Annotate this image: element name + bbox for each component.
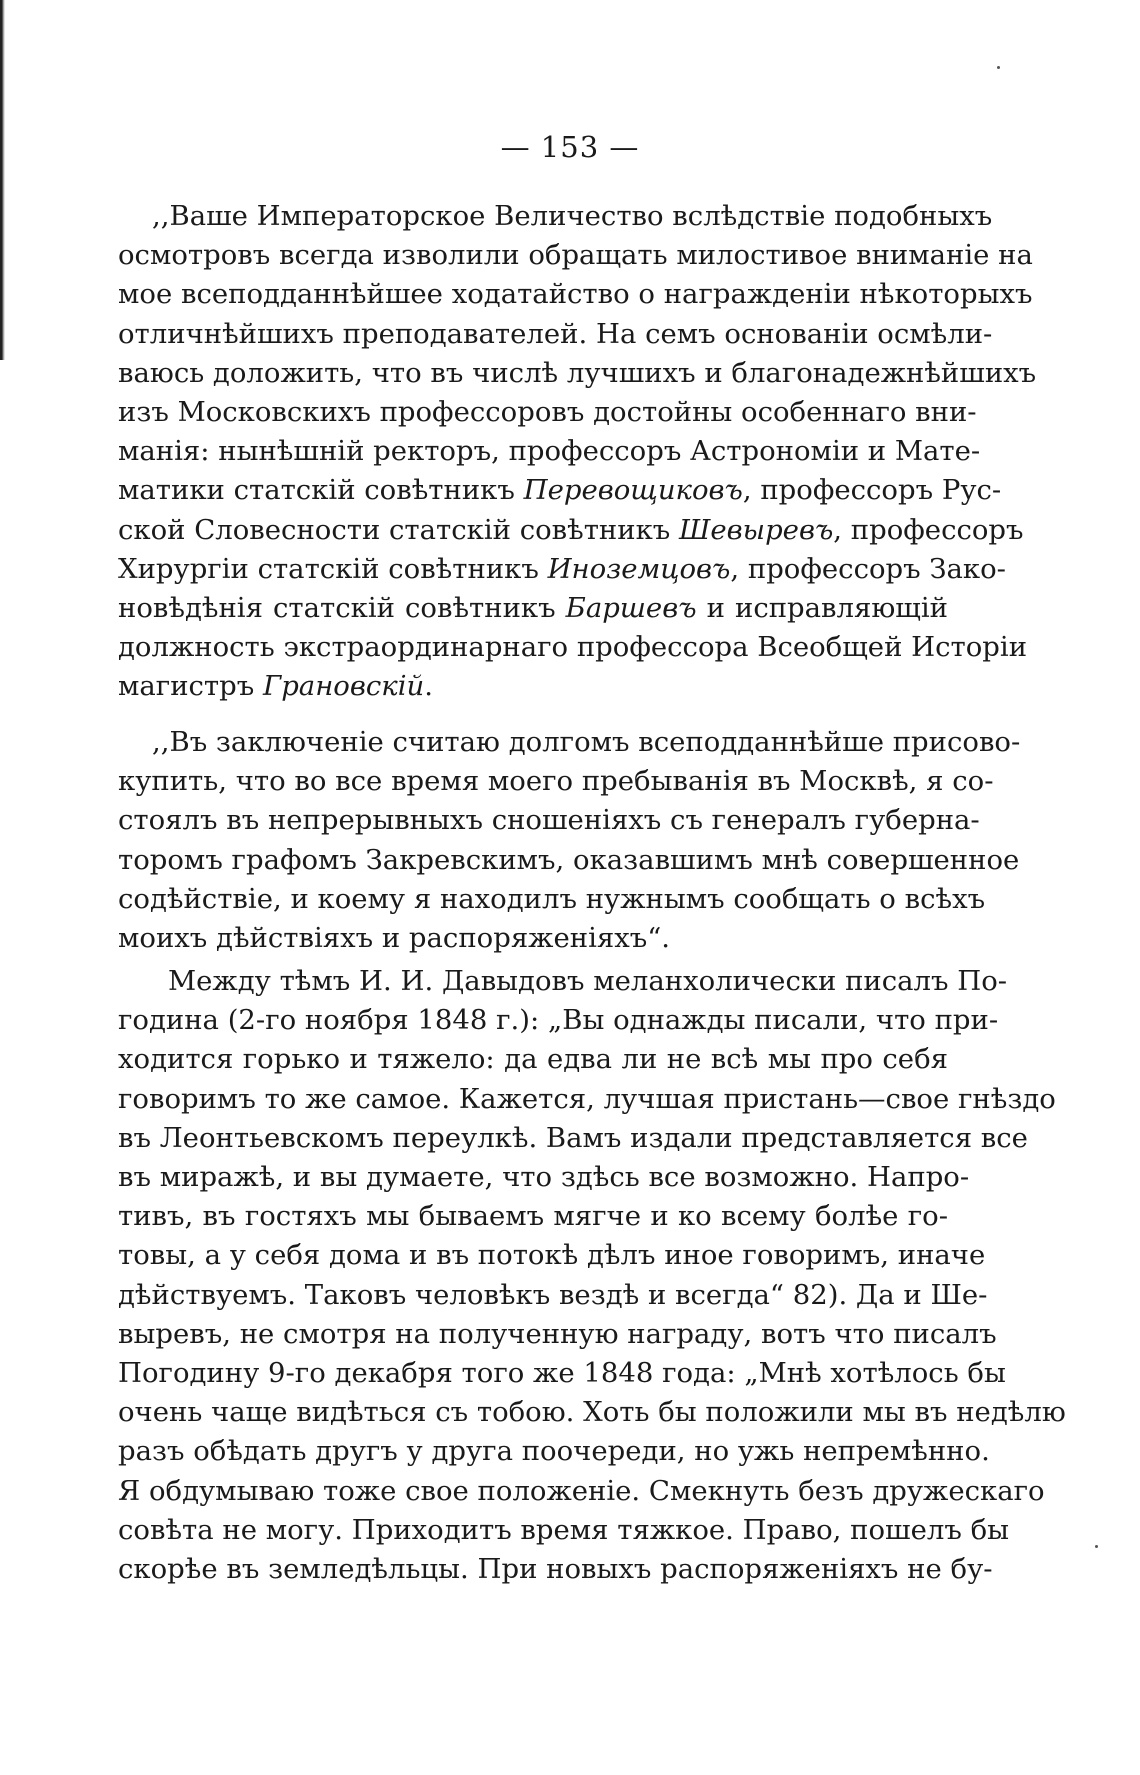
text-line [118,511,1024,550]
paragraph-narrative [118,962,1066,1589]
text-line: должность экстраординарнаго профессора Всеобщей Исторіи [118,631,1028,664]
text-line: година (2-го ноября 1848 г.): „Вы однажды писали, что при- [118,1004,999,1037]
text-run: Хирургіи статскій совѣтникъ [118,552,548,585]
person-name: Баршевъ [565,592,697,625]
text-line: мое всеподданнѣйшее ходатайство о награжденіи нѣкоторыхъ [118,278,1033,311]
text-run: , профессоръ Зако- [730,552,1006,585]
text-run: новѣдѣнія статскій совѣтникъ [118,592,566,625]
text-line: Погодину 9-го декабря того же 1848 года: „Мнѣ хотѣлось бы [118,1357,1006,1390]
text-line [118,589,948,628]
text-line [118,471,1002,510]
text-line: стоялъ въ непрерывныхъ сношеніяхъ съ генералъ губерна- [118,804,980,837]
scan-edge-mark [0,0,5,360]
text-line: отличнѣйшихъ преподавателей. На семъ основаніи осмѣли- [118,317,993,350]
text-run: , профессоръ Рус- [742,474,1002,507]
person-name: Грановскій [262,670,425,703]
text-line: ,,Въ заключеніе считаю долгомъ всеподданнѣйше присово- [152,726,1021,758]
scan-speck [1095,1545,1098,1548]
text-line: скорѣе въ земледѣльцы. При новыхъ распоряженіяхъ не бу- [118,1553,993,1586]
text-line: очень чаще видѣться съ тобою. Хоть бы положили мы въ недѣлю [118,1396,1066,1429]
text-run: магистръ [118,670,263,703]
person-name: Иноземцовъ [547,552,731,585]
text-line: моихъ дѣйствіяхъ и распоряженіяхъ“. [118,922,671,955]
text-line: Я обдумываю тоже свое положеніе. Смекнуть безъ дружескаго [118,1474,1045,1507]
text-run: . [424,670,433,703]
text-line: купить, что во все время моего пребыванія въ Москвѣ, я со- [118,765,994,798]
person-name: Перевощиковъ [523,474,743,507]
text-line: содѣйствіе, и коему я находилъ нужнымъ сообщать о всѣхъ [118,882,986,915]
text-line: выревъ, не смотря на полученную награду, вотъ что писалъ [118,1317,997,1350]
text-line: Между тѣмъ И. И. Давыдовъ меланхолически писалъ По- [168,965,1008,997]
text-line: ваюсь доложить, что въ числѣ лучшихъ и благонадежнѣйшихъ [118,356,1037,389]
person-name: Шевыревъ [679,513,834,546]
text-line: тивъ, въ гостяхъ мы бываемъ мягче и ко всему болѣе го- [118,1200,948,1233]
text-line: говоримъ то же самое. Кажется, лучшая пристань—свое гнѣздо [118,1082,1056,1115]
paragraph-report-2 [118,723,1021,958]
text-line: осмотровъ всегда изволили обращать милостивое вниманіе на [118,239,1033,272]
text-run: и исправляющій [696,592,948,625]
paragraph-report-1 [118,197,1037,707]
text-line: манія: нынѣшній ректоръ, профессоръ Астрономіи и Мате- [118,435,981,468]
text-line [118,550,1006,589]
text-run: матики статскій совѣтникъ [118,474,524,507]
page-number: — 153 — [500,130,640,164]
text-line: торомъ графомъ Закревскимъ, оказавшимъ мнѣ совершенное [118,843,1020,876]
text-line: въ миражѣ, и вы думаете, что здѣсь все возможно. Напро- [118,1161,970,1194]
text-line: совѣта не могу. Приходитъ время тяжкое. Право, пошелъ бы [118,1513,1010,1546]
text-line: товы, а у себя дома и въ потокѣ дѣлъ иное говоримъ, иначе [118,1239,986,1272]
text-run: , профессоръ [833,513,1024,546]
scan-speck [997,66,1000,69]
text-line: изъ Московскихъ профессоровъ достойны особеннаго вни- [118,396,977,429]
text-line [118,667,948,706]
text-run: ской Словесности статскій совѣтникъ [118,513,680,546]
text-line: дѣйствуемъ. Таковъ человѣкъ вездѣ и всегда“ 82). Да и Ше- [118,1278,988,1311]
text-line: ходится горько и тяжело: да едва ли не всѣ мы про себя [118,1043,948,1076]
text-line: ,,Ваше Императорское Величество вслѣдствіе подобныхъ [152,200,993,232]
text-line: разъ обѣдать другъ у друга поочереди, но ужь непремѣнно. [118,1435,990,1468]
text-line: въ Леонтьевскомъ переулкѣ. Вамъ издали представляется все [118,1121,1028,1154]
